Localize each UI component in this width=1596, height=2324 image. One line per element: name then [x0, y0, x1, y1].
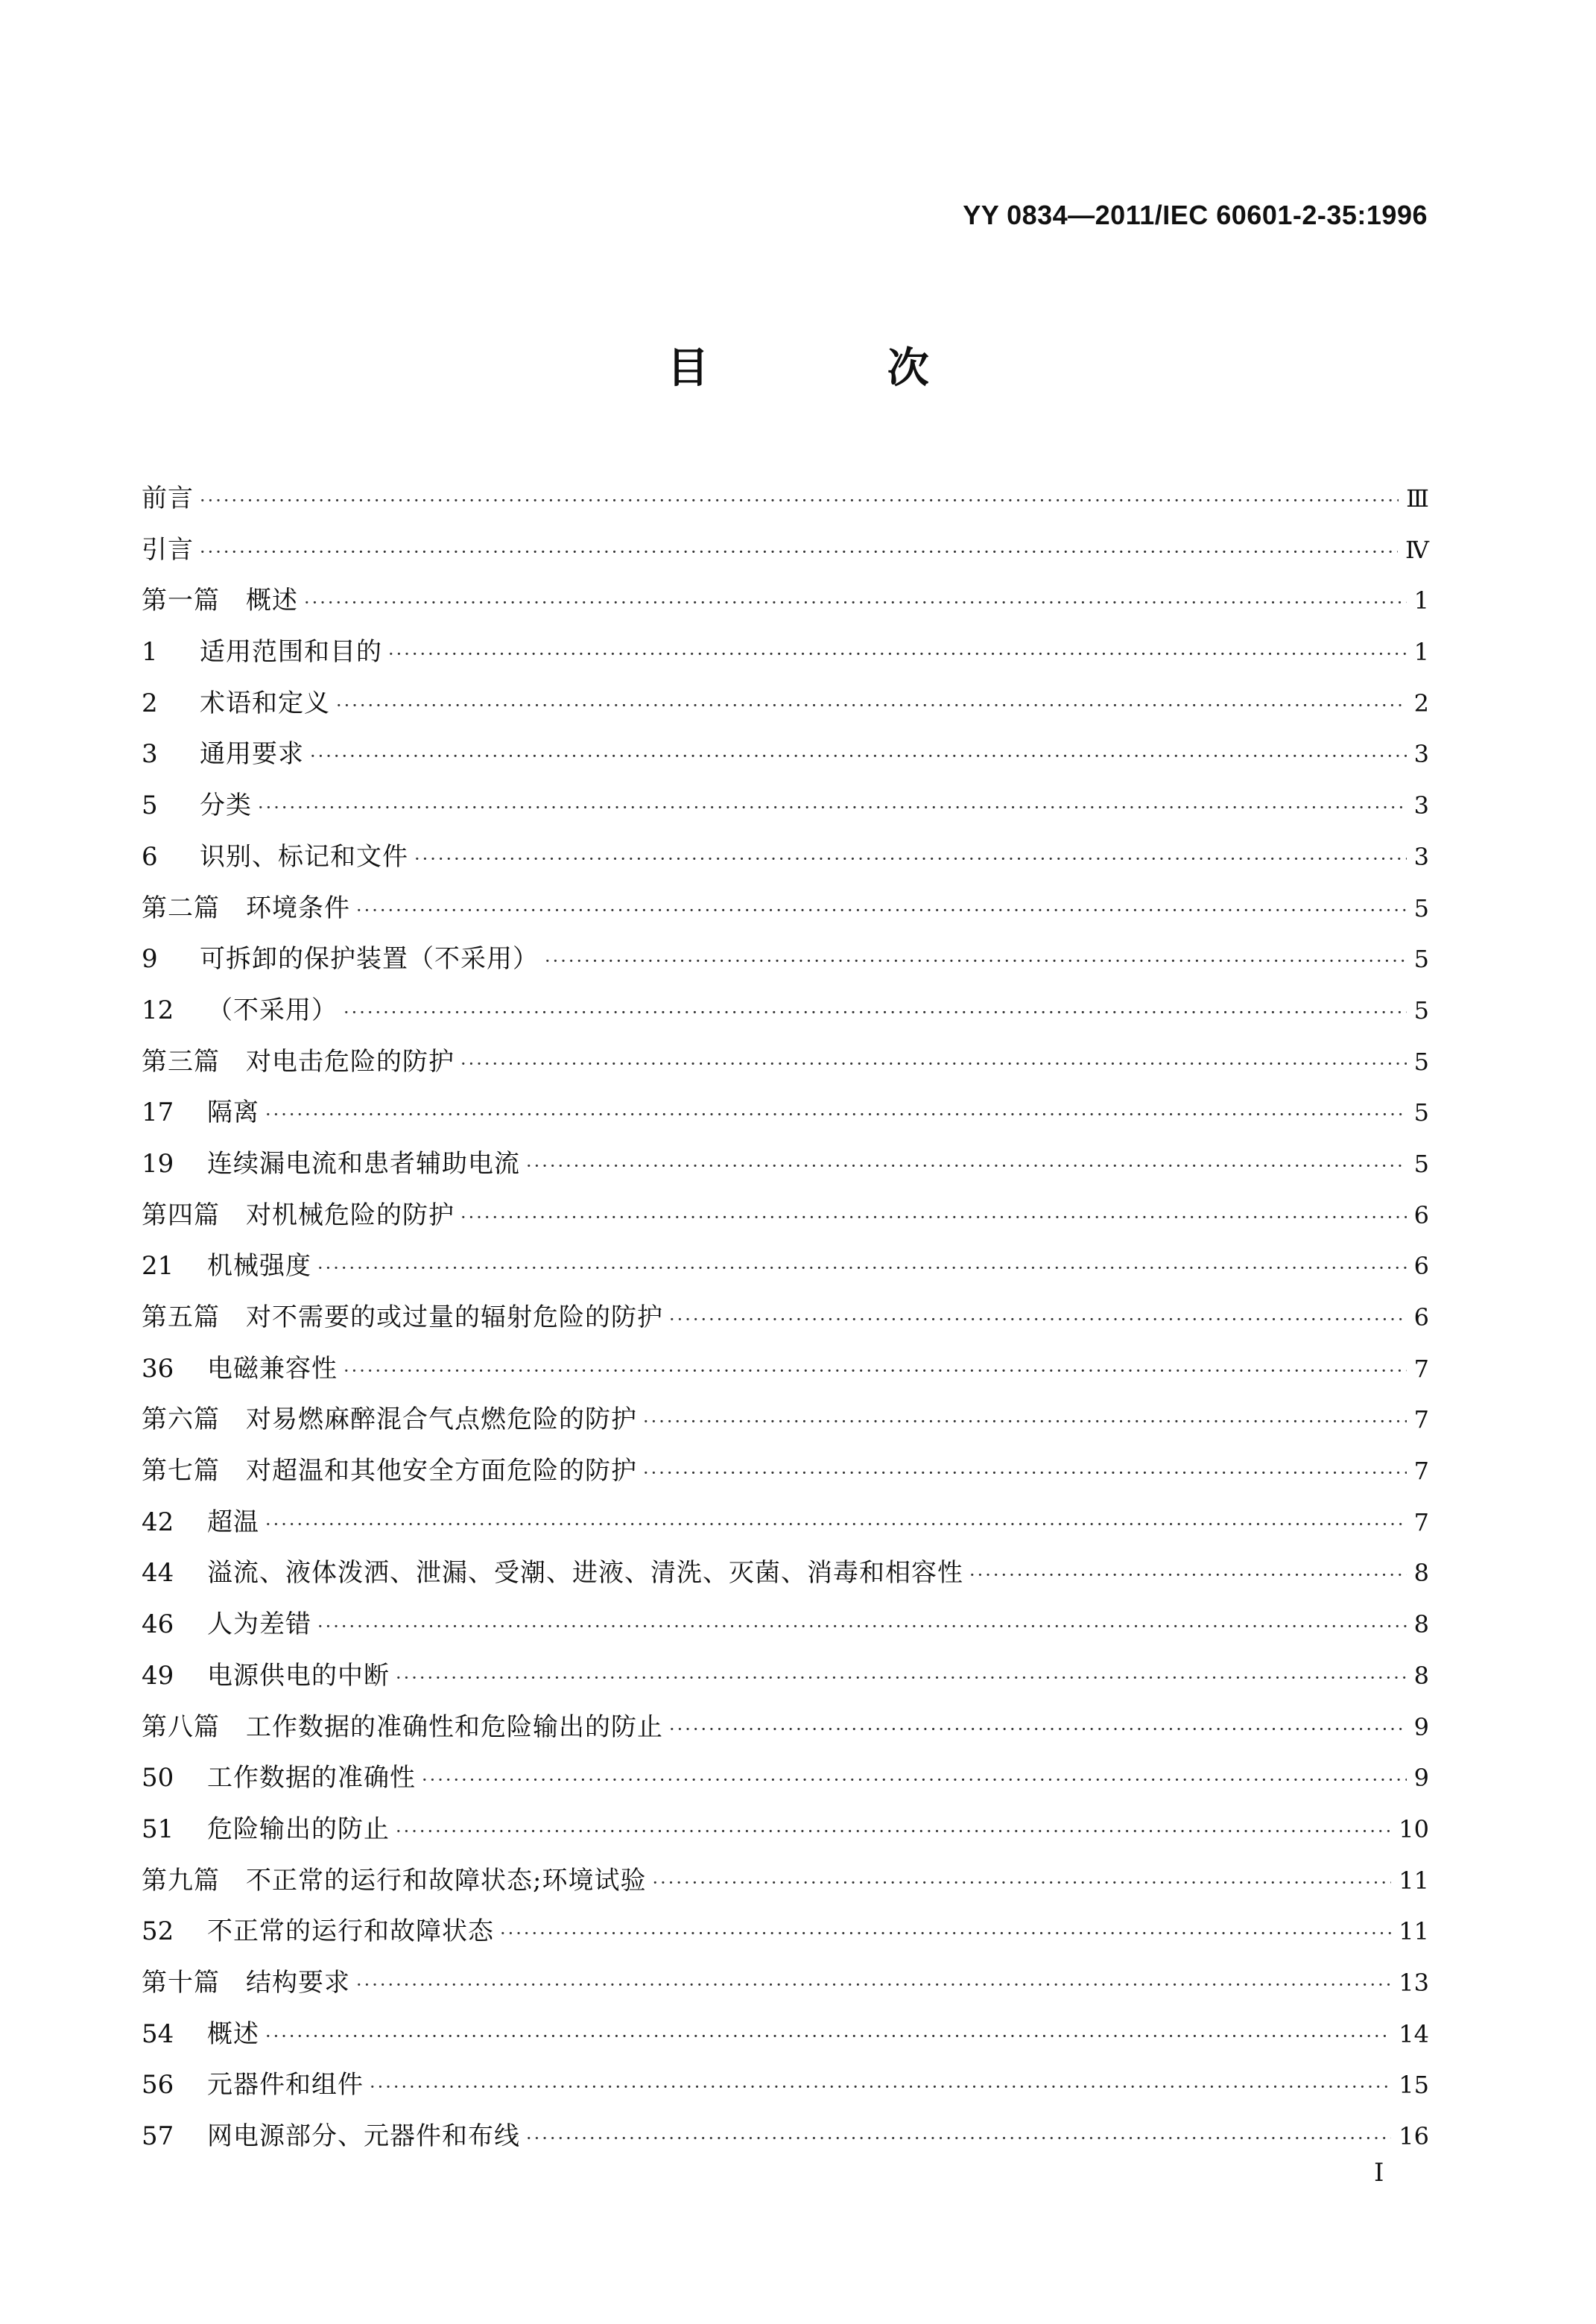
- toc-dot-leader: [643, 1396, 1407, 1447]
- toc-entry[interactable]: [142, 1394, 1429, 1446]
- toc-entry[interactable]: [142, 934, 1429, 985]
- toc-entry-title: 可拆卸的保护装置（不采用）: [200, 944, 539, 975]
- toc-entry-title: 电源供电的中断: [207, 1660, 390, 1691]
- toc-entry[interactable]: [142, 473, 1429, 525]
- toc-entry-number: 12: [142, 995, 174, 1025]
- toc-dot-leader: [356, 1960, 1391, 2010]
- toc-entry-page: 1: [1413, 638, 1429, 667]
- toc-entry[interactable]: [142, 985, 1429, 1036]
- toc-entry[interactable]: [142, 1599, 1429, 1650]
- toc-entry-number: 44: [142, 1558, 174, 1589]
- toc-dot-leader: [669, 1704, 1407, 1755]
- toc-entry-title: 第一篇 概述: [142, 586, 298, 616]
- toc-entry[interactable]: [142, 1753, 1429, 1804]
- toc-entry[interactable]: [142, 2059, 1429, 2111]
- toc-entry-number: 36: [142, 1353, 174, 1384]
- toc-entry-title: 人为差错: [207, 1609, 311, 1640]
- toc-entry-title: 连续漏电流和患者辅助电流: [207, 1148, 520, 1179]
- toc-dot-leader: [200, 475, 1399, 526]
- toc-entry-page: 5: [1413, 945, 1429, 974]
- toc-entry[interactable]: [142, 1804, 1429, 1855]
- toc-entry-page: 15: [1399, 2071, 1429, 2100]
- toc-entry[interactable]: [142, 1139, 1429, 1190]
- toc-entry[interactable]: [142, 883, 1429, 934]
- toc-entry-number: 1: [142, 637, 158, 668]
- toc-entry-page: 7: [1413, 1354, 1429, 1383]
- toc-entry-title: 第十篇 结构要求: [142, 1967, 350, 1998]
- toc-entry-title: 第五篇 对不需要的或过量的辐射危险的防护: [142, 1302, 663, 1332]
- toc-entry-number: 50: [142, 1763, 174, 1793]
- toc-entry-page: 8: [1413, 1559, 1429, 1588]
- toc-entry[interactable]: [142, 1650, 1429, 1702]
- toc-entry-title: 工作数据的准确性: [207, 1763, 416, 1793]
- toc-entry[interactable]: [142, 575, 1429, 627]
- toc-entry-page: 13: [1399, 1968, 1429, 1997]
- toc-entry[interactable]: [142, 2111, 1429, 2162]
- toc-entry-title: 超温: [207, 1507, 259, 1537]
- toc-entry-page: 7: [1413, 1457, 1429, 1486]
- toc-entry-page: 16: [1399, 2122, 1429, 2150]
- toc-dot-leader: [500, 1908, 1391, 1959]
- toc-dot-leader: [669, 1294, 1407, 1345]
- standard-code: YY 0834—2011/IEC 60601-2-35:1996: [963, 200, 1428, 230]
- toc-entry[interactable]: [142, 1957, 1429, 2009]
- toc-entry[interactable]: [142, 780, 1429, 832]
- toc-dot-leader: [317, 1243, 1407, 1294]
- toc-dot-leader: [317, 1601, 1407, 1652]
- toc-entry-title: 识别、标记和文件: [200, 841, 408, 872]
- toc-entry-number: 2: [142, 688, 158, 718]
- toc-entry-number: 57: [142, 2121, 174, 2151]
- toc-entry-title: 机械强度: [207, 1251, 311, 1282]
- toc-entry[interactable]: [142, 1292, 1429, 1343]
- toc-entry-title: 适用范围和目的: [200, 637, 382, 668]
- toc-entry-number: 46: [142, 1609, 174, 1640]
- toc-entry-title: 引言: [142, 534, 194, 565]
- toc-entry-page: 3: [1413, 842, 1429, 871]
- toc-entry-page: 11: [1399, 1866, 1429, 1895]
- toc-entry-number: 6: [142, 841, 158, 872]
- toc-entry[interactable]: [142, 678, 1429, 729]
- toc-entry[interactable]: [142, 729, 1429, 780]
- toc-dot-leader: [545, 936, 1407, 987]
- toc-entry-page: 14: [1399, 2019, 1429, 2048]
- toc-dot-leader: [652, 1858, 1391, 1908]
- toc-entry-title: 第二篇 环境条件: [142, 893, 350, 923]
- toc-entry[interactable]: [142, 1497, 1429, 1548]
- toc-entry-title: （不采用）: [207, 995, 338, 1025]
- toc-entry-number: 19: [142, 1148, 174, 1179]
- toc-entry-title: 第八篇 工作数据的准确性和危险输出的防止: [142, 1712, 663, 1742]
- toc-dot-leader: [200, 527, 1398, 577]
- toc-dot-leader: [310, 731, 1407, 782]
- toc-entry-number: 52: [142, 1916, 174, 1947]
- toc-entry-page: 5: [1413, 995, 1429, 1025]
- toc-dot-leader: [414, 834, 1407, 884]
- toc-entry[interactable]: [142, 2009, 1429, 2060]
- toc-dot-leader: [265, 2011, 1391, 2062]
- toc-entry-title: 第九篇 不正常的运行和故障状态;环境试验: [142, 1865, 647, 1896]
- toc-entry-page: 5: [1413, 893, 1429, 922]
- toc-entry-title: 电磁兼容性: [207, 1353, 338, 1384]
- toc-entry-page: 5: [1413, 1047, 1429, 1076]
- toc-entry-title: 概述: [207, 2019, 259, 2049]
- toc-entry-title: 隔离: [207, 1098, 259, 1128]
- toc-entry-page: 6: [1413, 1200, 1429, 1229]
- toc-entry-number: 3: [142, 739, 158, 770]
- toc-entry-page: 9: [1413, 1712, 1429, 1741]
- toc-entry-title: 元器件和组件: [207, 2070, 364, 2100]
- toc-entry[interactable]: [142, 1548, 1429, 1599]
- toc-entry[interactable]: [142, 1087, 1429, 1139]
- toc-entry-title: 危险输出的防止: [207, 1814, 390, 1844]
- toc-entry-number: 5: [142, 791, 158, 821]
- toc-entry-page: 3: [1413, 740, 1429, 769]
- toc-entry-number: 56: [142, 2070, 174, 2100]
- toc-dot-leader: [370, 2062, 1391, 2112]
- toc-dot-leader: [422, 1755, 1407, 1805]
- toc-entry[interactable]: [142, 1446, 1429, 1497]
- toc-dot-leader: [396, 1653, 1407, 1703]
- toc-entry[interactable]: [142, 1241, 1429, 1292]
- toc-entry-page: 5: [1413, 1098, 1429, 1127]
- toc-entry-number: 9: [142, 944, 158, 975]
- toc-entry-page: 5: [1413, 1149, 1429, 1178]
- toc-entry-title: 第七篇 对超温和其他安全方面危险的防护: [142, 1456, 637, 1486]
- toc-entry-page: 2: [1413, 688, 1429, 718]
- toc-entry[interactable]: [142, 832, 1429, 883]
- toc-dot-leader: [258, 782, 1407, 833]
- toc-entry-title: 第三篇 对电击危险的防护: [142, 1046, 455, 1077]
- toc-entry-number: 21: [142, 1251, 174, 1282]
- toc-entry-page: Ⅳ: [1405, 535, 1429, 564]
- toc-dot-leader: [526, 2113, 1391, 2164]
- toc-entry-page: 1: [1413, 586, 1429, 615]
- toc-entry-title: 第六篇 对易燃麻醉混合气点燃危险的防护: [142, 1405, 637, 1435]
- toc-entry[interactable]: [142, 1036, 1429, 1088]
- toc-entry-title: 溢流、液体泼洒、泄漏、受潮、进液、清洗、灭菌、消毒和相容性: [207, 1558, 963, 1589]
- toc-entry-title: 第四篇 对机械危险的防护: [142, 1200, 455, 1230]
- toc-entry[interactable]: [142, 1343, 1429, 1395]
- toc-entry-number: 17: [142, 1098, 174, 1128]
- toc-entry-number: 49: [142, 1660, 174, 1691]
- toc-entry-title: 通用要求: [200, 739, 304, 770]
- toc-entry-title: 前言: [142, 484, 194, 513]
- toc-entry-page: 3: [1413, 791, 1429, 820]
- toc-dot-leader: [265, 1499, 1407, 1550]
- toc-entry-title: 分类: [200, 791, 252, 821]
- toc-entry-page: 8: [1413, 1610, 1429, 1639]
- toc-dot-leader: [396, 1806, 1391, 1857]
- toc-dot-leader: [388, 629, 1407, 680]
- toc-entry[interactable]: [142, 1702, 1429, 1753]
- toc-dot-leader: [460, 1192, 1407, 1243]
- toc-entry-page: 6: [1413, 1252, 1429, 1281]
- toc-entry-title: 网电源部分、元器件和布线: [207, 2121, 520, 2151]
- toc-entry-page: 7: [1413, 1507, 1429, 1536]
- toc-entry[interactable]: [142, 1855, 1429, 1907]
- toc-dot-leader: [265, 1089, 1407, 1140]
- toc-entry-page: 9: [1413, 1764, 1429, 1793]
- toc-entry[interactable]: [142, 627, 1429, 678]
- toc-dot-leader: [356, 885, 1407, 936]
- toc-dot-leader: [643, 1448, 1407, 1498]
- page-folio: I: [1374, 2158, 1384, 2188]
- toc-entry-page: 8: [1413, 1661, 1429, 1690]
- toc-dot-leader: [526, 1141, 1407, 1191]
- toc-dot-leader: [343, 987, 1407, 1038]
- toc-entry-number: 51: [142, 1814, 174, 1844]
- toc-entry-page: 11: [1399, 1917, 1429, 1946]
- table-of-contents: [142, 473, 1429, 2162]
- toc-entry-number: 54: [142, 2019, 174, 2049]
- toc-entry-number: 42: [142, 1507, 174, 1537]
- toc-dot-leader: [336, 680, 1407, 731]
- toc-dot-leader: [460, 1039, 1407, 1089]
- toc-dot-leader: [969, 1550, 1407, 1600]
- toc-entry-page: Ⅲ: [1406, 484, 1429, 513]
- toc-entry[interactable]: [142, 525, 1429, 576]
- toc-entry[interactable]: [142, 1190, 1429, 1241]
- toc-entry-page: 7: [1413, 1405, 1429, 1434]
- toc-dot-leader: [304, 577, 1407, 628]
- page-title: 目 次: [667, 344, 1011, 393]
- toc-entry[interactable]: [142, 1906, 1429, 1957]
- toc-dot-leader: [343, 1346, 1407, 1396]
- toc-entry-page: 6: [1413, 1303, 1429, 1332]
- toc-entry-page: 10: [1399, 1814, 1429, 1843]
- toc-entry-title: 不正常的运行和故障状态: [207, 1916, 494, 1947]
- toc-entry-title: 术语和定义: [200, 688, 330, 718]
